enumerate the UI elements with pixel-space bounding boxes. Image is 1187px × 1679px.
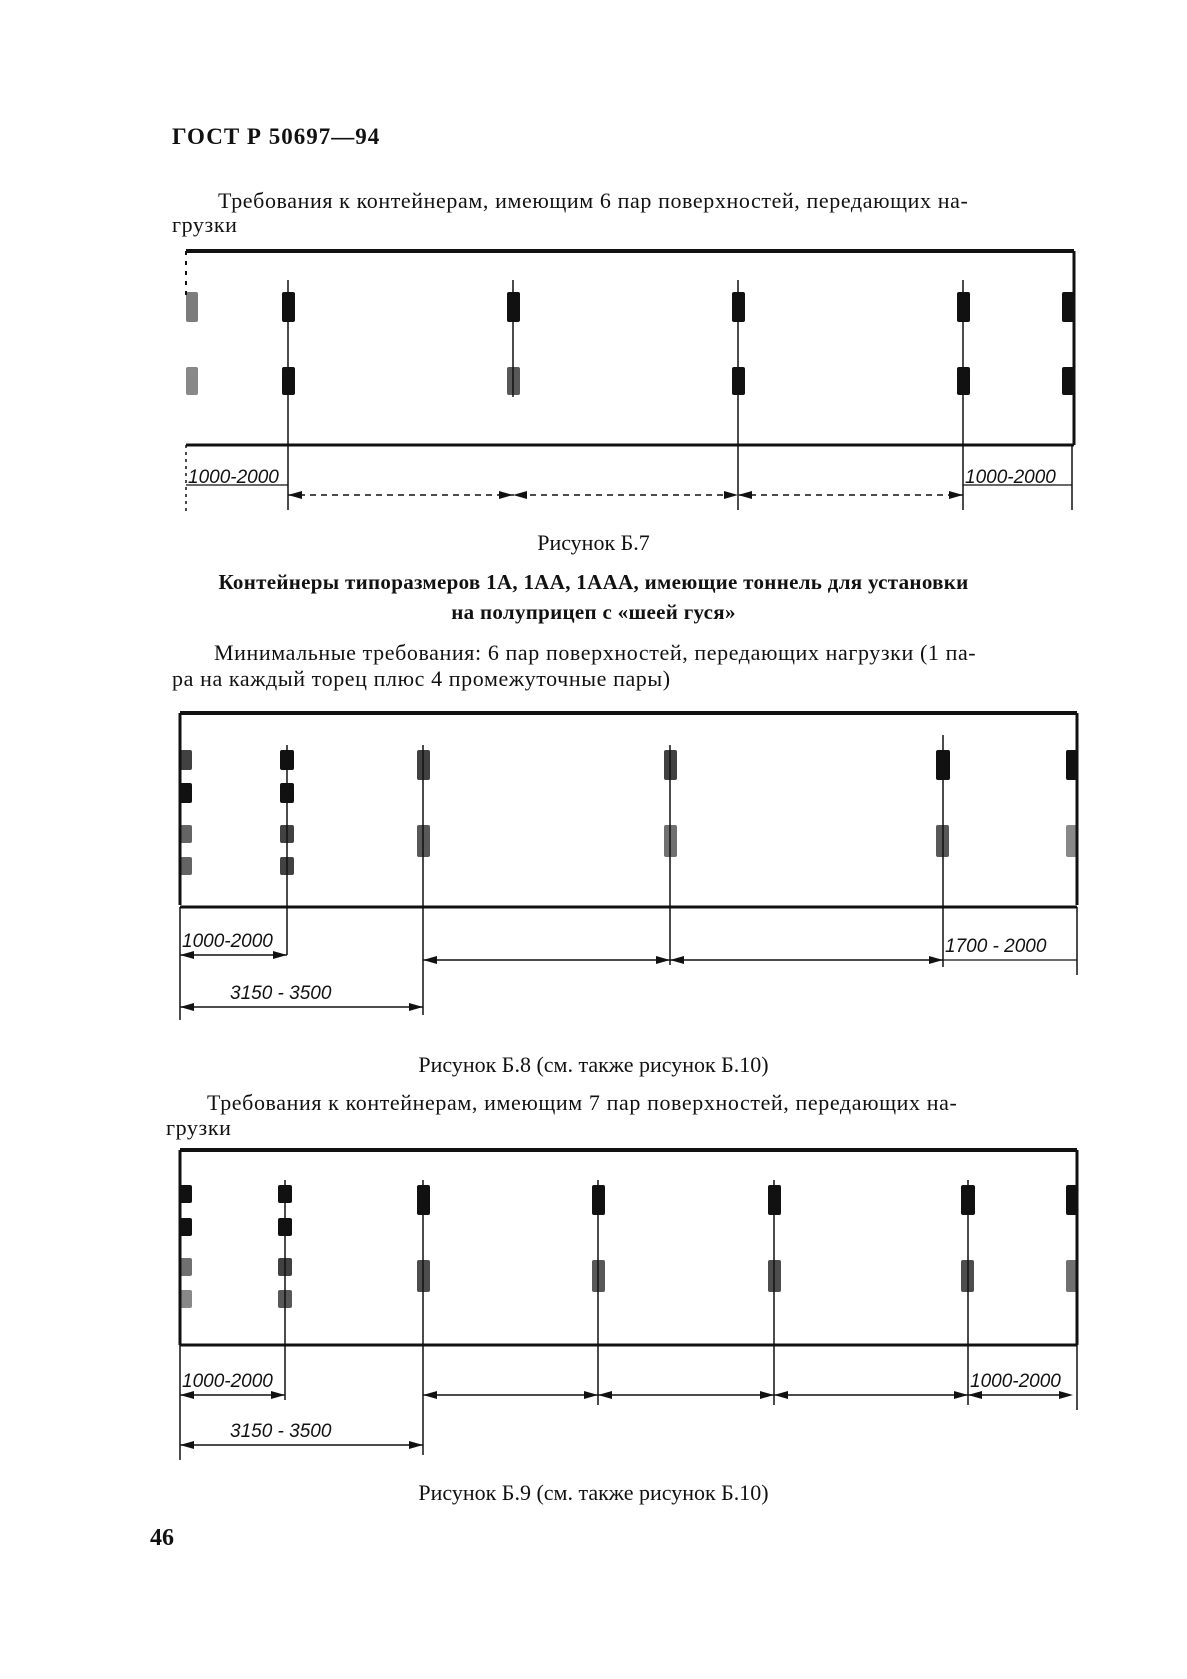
fig-b8-dim-right: 1700 - 2000	[945, 936, 1047, 957]
fig-b8-dim-left: 1000-2000	[182, 931, 273, 952]
section3-intro-line1: Требования к контейнерам, имеющим 7 пар поверхностей, передающих на-	[207, 1090, 958, 1115]
section1-intro-line2: грузки	[172, 212, 238, 237]
fig-b9-dim-tunnel: 3150 - 3500	[230, 1421, 332, 1442]
figure-b9-caption: Рисунок Б.9 (см. также рисунок Б.10)	[418, 1480, 769, 1505]
fig-b9-dim-right: 1000-2000	[970, 1371, 1061, 1392]
section2-heading-line2: на полуприцеп с «шеей гуся»	[451, 600, 736, 624]
fig-b7-dim-right: 1000-2000	[965, 467, 1056, 488]
figure-b8-diagram	[0, 705, 1187, 1025]
section3-intro-line2: грузки	[166, 1115, 232, 1140]
section2-intro-line2: ра на каждый торец плюс 4 промежуточные пары)	[172, 666, 671, 691]
page-header: ГОСТ Р 50697—94	[172, 124, 381, 149]
page-number: 46	[150, 1525, 174, 1551]
figure-b8-caption: Рисунок Б.8 (см. также рисунок Б.10)	[418, 1052, 769, 1077]
section1-intro-line1: Требования к контейнерам, имеющим 6 пар поверхностей, передающих на-	[218, 188, 969, 213]
fig-b8-dim-tunnel: 3150 - 3500	[230, 983, 332, 1004]
figure-b7-diagram	[0, 245, 1187, 525]
figure-b7-caption: Рисунок Б.7	[537, 530, 650, 555]
figure-b9-diagram	[0, 1140, 1187, 1470]
fig-b7-dim-left: 1000-2000	[188, 467, 279, 488]
section2-heading-line1: Контейнеры типоразмеров 1А, 1АА, 1ААА, имеющие тоннель для установки	[218, 570, 969, 594]
fig-b9-dim-left: 1000-2000	[182, 1371, 273, 1392]
section2-intro-line1: Минимальные требования: 6 пар поверхностей, передающих нагрузки (1 па-	[214, 640, 977, 665]
